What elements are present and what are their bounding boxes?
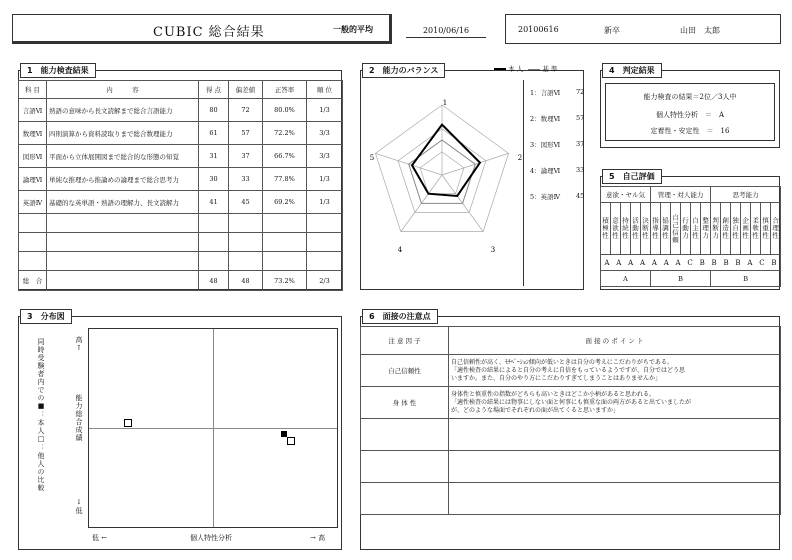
group-motivation: 意欲・ヤル気 [601, 187, 651, 203]
radar-axis-label-1: 1 [442, 99, 448, 107]
radar-chart [362, 80, 522, 280]
judgement-line-2: 個人特性分析 ＝ A [655, 111, 725, 119]
table-row: 言語Ⅵ 熟語の意味から長文読解まで総合言語能力 80 72 80.0% 1/3 [19, 99, 343, 122]
judgement-line-3: 定着性・安定性 ＝ 16 [650, 127, 730, 135]
section5-label: 5 自己評価 [602, 169, 662, 184]
table-row: 論理Ⅵ 単純な推理から推論めの論理まで総合思考力 30 33 77.8% 1/3 [19, 168, 343, 191]
page-title: CUBIC 総合結果 [153, 25, 265, 40]
x-low-label: 低 ← [92, 534, 108, 542]
section4-label: 4 判定結果 [602, 63, 662, 78]
y-low-label: ↓低 [75, 498, 83, 515]
group-management: 管理・対人能力 [651, 187, 711, 203]
plot-horizontal-divider [89, 428, 337, 429]
radar-axis-label-2: 2 [517, 154, 522, 162]
table-row [19, 252, 343, 271]
ability-table [18, 80, 343, 291]
col-subject: 科 目 [19, 81, 47, 99]
col-rank: 順 位 [307, 81, 343, 99]
y-axis-label: 能力総合成績 [75, 394, 83, 442]
section3-label: 3 分布図 [20, 309, 72, 324]
balance-item: 5：英語Ⅳ 45 [530, 192, 585, 201]
table-row [19, 233, 343, 252]
col-point: 面 接 の ポ イ ン ト [449, 327, 781, 355]
candidate-category: 新卒 [604, 26, 620, 35]
balance-item: 1：言語Ⅵ 72 [530, 88, 585, 97]
col-deviation: 偏差値 [229, 81, 263, 99]
x-high-label: → 高 [310, 534, 326, 542]
balance-item: 3：図形Ⅵ 37 [530, 140, 585, 149]
y-high-label: 高↑ [75, 336, 83, 353]
col-rate: 正答率 [263, 81, 307, 99]
candidate-info-box [505, 14, 781, 44]
item-label-row: 積極性 意欲性 持続性 活動性 決断性 指導性 協調性 自己信頼 行動力 自主性 整理力 判断力 創造性 独自性 企画性 柔軟性 慎重性 合理性 [601, 203, 781, 255]
col-factor: 注 意 因 子 [361, 327, 449, 355]
table-row [361, 483, 781, 515]
table-row: 身 体 性 身体性と慎重性の指数がどちらも高いときはどこか小柄があると思われる。 「適性検査の結果には物事にしない面と何事にも慎重な面の両方があると出ていましたが が、どのような場面でそれぞれの面が出てくると思いますか」 [361, 387, 781, 419]
judgement-line-1: 能力検査の結果＝2位／3人中 [643, 93, 737, 101]
table-row: 英語Ⅳ 基礎的な英単語・熟語の理解力、長文読解力 41 45 69.2% 1/3 [19, 191, 343, 214]
radar-axis-label-4: 4 [397, 246, 403, 254]
radar-axis-label-5: 5 [369, 154, 375, 162]
col-score: 得 点 [199, 81, 229, 99]
other-marker [287, 437, 295, 445]
radar-axis-label-3: 3 [490, 246, 496, 254]
balance-score-list [523, 80, 585, 286]
table-row [361, 451, 781, 483]
page-subtitle: 一般的平均 [333, 25, 373, 34]
interview-table [360, 326, 781, 515]
table-row: 図形Ⅵ 平面から立体展開図まで総合的な形態の知覚 31 37 66.7% 3/3 [19, 145, 343, 168]
other-marker [124, 419, 132, 427]
report-date: 2010/06/16 [406, 26, 486, 38]
group-grade-row: A B B [601, 271, 781, 287]
grade-row: A A A A A A A C B B B B A C B [601, 255, 781, 271]
judgement-box [605, 83, 775, 141]
header-title-box [12, 14, 392, 44]
section1-label: 1 能力検査結果 [20, 63, 96, 78]
col-content: 内 容 [47, 81, 199, 99]
table-row [19, 214, 343, 233]
self-eval-table [600, 186, 781, 287]
section6-label: 6 面接の注意点 [362, 309, 438, 324]
balance-item: 4：論理Ⅵ 33 [530, 166, 585, 175]
balance-item: 2：数理Ⅵ 57 [530, 114, 585, 123]
x-axis-label: 個人特性分析 [190, 534, 232, 542]
group-thinking: 思考能力 [711, 187, 781, 203]
table-total-row: 総 合 48 48 73.2% 2/3 [19, 271, 343, 291]
exam-id: 20100616 [518, 25, 559, 34]
legend-self: 本 人 [508, 65, 524, 73]
section2-label: 2 能力のバランス [362, 63, 445, 78]
candidate-name: 山田 太郎 [680, 26, 720, 35]
table-row [361, 419, 781, 451]
distribution-y-caption: 同時受験者内での■：本人□：他人の比較 [37, 338, 45, 492]
table-row: 自己信頼性 自己信頼性が高く、ﾓﾁﾍﾞｰｼｮﾝ傾向が低いときは自分の考えにこだわりがちである。 「適性検査の結果によると自分の考えに自信をもっているようですが、自分ではどう思 いますか。また、自分のやり方にこだわりすぎてしまうことはありませんか」 [361, 355, 781, 387]
table-row: 数理Ⅵ 四則演算から資料読取りまで総合数理能力 61 57 72.2% 3/3 [19, 122, 343, 145]
legend-base: 基 準 [542, 65, 558, 73]
distribution-plot [88, 328, 338, 528]
balance-legend [494, 64, 557, 73]
